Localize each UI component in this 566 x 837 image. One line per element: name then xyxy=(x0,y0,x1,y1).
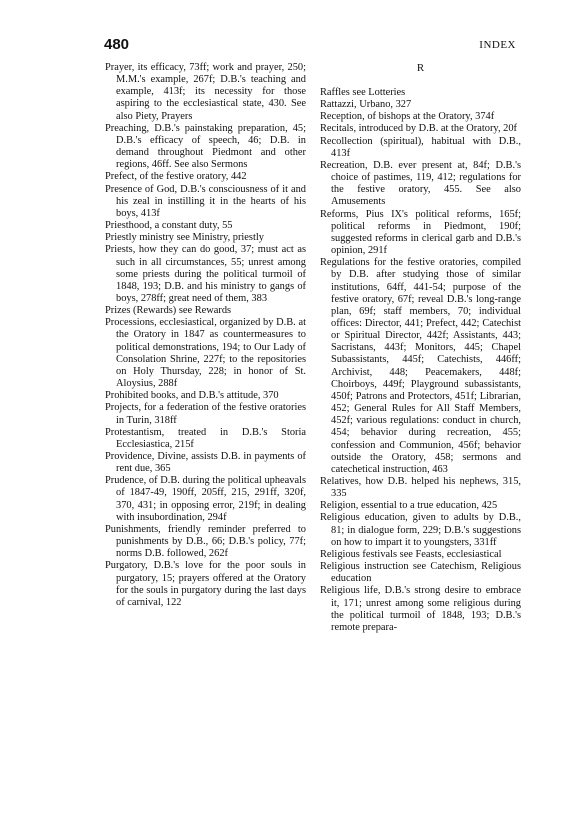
index-entry: Protestantism, treated in D.B.'s Storia Ecclesiastica, 215f xyxy=(105,426,306,450)
section-letter: R xyxy=(416,62,425,74)
index-entry: Presence of God, D.B.'s consciousness of it and his zeal in instilling it in the hearts of his boys, 413f xyxy=(105,183,306,219)
index-entry: Religious education, given to adults by D.B., 81; in dialogue form, 229; D.B.'s suggestions on how to impart it to youngsters, 331ff xyxy=(320,512,521,548)
index-entry: Rattazzi, Urbano, 327 xyxy=(320,99,412,111)
index-entry: Relatives, how D.B. helped his nephews, 315, 335 xyxy=(320,476,521,500)
right-column xyxy=(320,62,521,634)
index-entry: Prizes (Rewards) see Rewards xyxy=(105,305,232,317)
running-head: INDEX xyxy=(479,39,516,51)
index-entry: Purgatory, D.B.'s love for the poor souls in purgatory, 15; prayers offered at the Oratory for the souls in purgatory during the last days of carnival, 122 xyxy=(105,560,306,608)
index-entry: Priestly ministry see Ministry, priestly xyxy=(105,232,264,244)
index-entry: Providence, Divine, assists D.B. in payments of rent due, 365 xyxy=(105,451,306,475)
index-entry: Prayer, its efficacy, 73ff; work and prayer, 250; M.M.'s example, 267f; D.B.'s teaching and example, 413f; its necessity for those aspiring to the ecclesiastical state, 430. See also Piety, Prayers xyxy=(105,62,306,122)
index-entry: Projects, for a federation of the festive oratories in Turin, 318ff xyxy=(105,402,306,426)
index-entry: Prefect, of the festive oratory, 442 xyxy=(105,171,247,183)
index-entry: Religious festivals see Feasts, ecclesiastical xyxy=(320,548,502,560)
index-entry: Punishments, friendly reminder preferred to punishments by D.B., 66; D.B.'s policy, 77f; norms D.B. followed, 262f xyxy=(105,523,306,560)
index-entry: Religious instruction see Catechism, Religious education xyxy=(320,561,521,585)
index-entry: Religious life, D.B.'s strong desire to embrace it, 171; unrest among some religious during the political turmoil of 1848, 193; D.B.'s remote prepara- xyxy=(320,585,521,633)
index-entry: Prohibited books, and D.B.'s attitude, 370 xyxy=(105,390,279,402)
index-entry: Recreation, D.B. ever present at, 84f; D.B.'s choice of pastimes, 119, 412; regulations for the festive oratory, 455. See also Amusements xyxy=(320,159,521,208)
left-column xyxy=(105,62,306,609)
index-entry: Reception, of bishops at the Oratory, 374f xyxy=(320,111,495,123)
index-entry: Reforms, Pius IX's political reforms, 165f; political reforms in Piedmont, 190f; suggested reforms in clerical garb and D.B.'s opinion, 291f xyxy=(320,208,521,257)
page-number: 480 xyxy=(104,36,130,53)
index-entry: Regulations for the festive oratories, compiled by D.B. after studying those of similar institutions, 64ff, 441-54; purpose of the festive oratory, 67f; reveal D.B.'s long-range plan, 69f; staff members, 70; individual offices: Director, 441; Prefect, 442; Catechist or Spiritual Director, 442f; Assistants, 443; Sacristans, 443f; Monitors, 445; Chapel Subassistants, 445f; Catechists, 446ff; Archivist, 448; Peacemakers, 448f; Choirboys, 449f; Playground subassistants, 450f; Patrons and Protectors, 451f; Librarian, 452; General Rules for All Staff Members, 452f; various regulations: conduct in church, 454; behavior during recreation, 455; confession and Communion, 456f; behavior outside the Oratory, 458; sermons and catechetical instruction, 463 xyxy=(320,257,521,475)
index-entry: Priests, how they can do good, 37; must act as such in all circumstances, 55; unrest among some priests during the political turmoil of 1848, 193; D.B. and his ministry to gangs of boys, 278ff; great need of them, 383 xyxy=(105,244,306,304)
index-entry: Processions, ecclesiastical, organized by D.B. at the Oratory in 1847 as countermeasures to political demonstrations, 194; to Our Lady of Consolation Shrine, 227f; to the repositories on Holy Thursday, 228; in honor of St. Aloysius, 288f xyxy=(105,317,306,390)
index-entry: Recollection (spiritual), habitual with D.B., 413f xyxy=(320,135,521,159)
index-entry: Priesthood, a constant duty, 55 xyxy=(105,220,233,232)
index-entry: Religion, essential to a true education, 425 xyxy=(320,500,498,512)
index-entry: Prudence, of D.B. during the political upheavals of 1847-49, 190ff, 205ff, 215, 291ff, 320f, 370, 431; in opposing error, 219f; in dealing with insubordination, 294f xyxy=(105,475,306,523)
index-entry: Raffles see Lotteries xyxy=(320,87,406,98)
index-entry: Recitals, introduced by D.B. at the Oratory, 20f xyxy=(320,123,517,135)
index-entry: Preaching, D.B.'s painstaking preparation, 45; D.B.'s efficacy of speech, 46; D.B. in demand throughout Piedmont and other regions, 46ff. See also Sermons xyxy=(105,122,306,171)
